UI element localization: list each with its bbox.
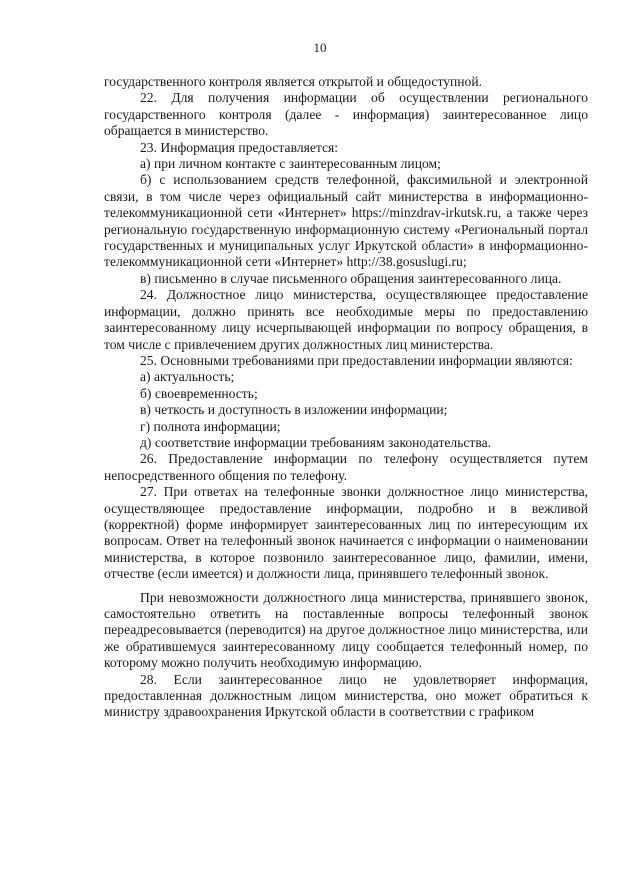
paragraph-27-continued: При невозможности должностного лица министерства, принявшего звонок, самостоятельно ответить на поставленные вопросы телефонный звонок переадресовывается (переводится) на другое должностное лицо министерства, или же обратившемуся заинтересованному лицу сообщается телефонный номер, по которому можно получить необходимую информацию. xyxy=(104,589,588,671)
list-item-23a: а) при личном контакте с заинтересованным лицом; xyxy=(140,156,441,172)
paragraph-27: 27. При ответах на телефонные звонки должностное лицо министерства, осуществляющее предоставление информации, подробно и в вежливой (корректной) форме информирует заинтересованных лиц по интересующим их вопросам. Ответ на телефонный звонок начинается с информации о наименовании министерства, в которое позвонило заинтересованное лицо, фамилии, имени, отчестве (если имеется) и должности лица, принявшего телефонный звонок. xyxy=(104,484,588,582)
paragraph-continuation: государственного контроля является открытой и общедоступной. xyxy=(104,74,483,89)
list-item-25e: д) соответствие информации требованиям законодательства. xyxy=(140,434,492,450)
paragraph-22: 22. Для получения информации об осуществлении регионального государственного контроля (далее - информация) заинтересованное лицо обращается в министерство. xyxy=(104,90,588,139)
paragraph-25: 25. Основными требованиями при предоставлении информации являются: xyxy=(140,352,573,368)
page-number: 10 xyxy=(313,40,327,55)
list-item-25a: а) актуальность; xyxy=(140,369,235,385)
paragraph-23: 23. Информация предоставляется: xyxy=(140,139,339,155)
paragraph-24: 24. Должностное лицо министерства, осуществляющее предоставление информации, должно принять все необходимые меры по предоставлению заинтересованному лицу исчерпывающей информации по вопросу обращения, в том числе с привлечением других должностных лиц министерства. xyxy=(104,287,588,352)
list-item-23c: в) письменно в случае письменного обращения заинтересованного лица. xyxy=(140,270,562,286)
list-item-25c: в) четкость и доступность в изложении информации; xyxy=(140,402,448,418)
paragraph-28: 28. Если заинтересованное лицо не удовлетворяет информация, предоставленная должностным лицом министерства, оно может обратиться к министру здравоохранения Иркутской области в соответствии с графиком xyxy=(104,671,588,720)
list-item-25b: б) своевременность; xyxy=(140,385,258,401)
paragraph-26: 26. Предоставление информации по телефону осуществляется путем непосредственного общения по телефону. xyxy=(104,451,588,483)
list-item-23b: б) с использованием средств телефонной, факсимильной и электронной связи, в том числе через официальный сайт министерства в информационно-телекоммуникационной сети «Интернет» https://minzdrav-irkutsk.ru, а также через региональную государственную информационную систему «Региональный портал государственных и муниципальных услуг Иркутской области» в информационно-телекоммуникационной сети «Интернет» http://38.gosuslugi.ru; xyxy=(104,172,588,270)
document-body xyxy=(104,74,588,721)
list-item-25d: г) полнота информации; xyxy=(140,418,281,434)
